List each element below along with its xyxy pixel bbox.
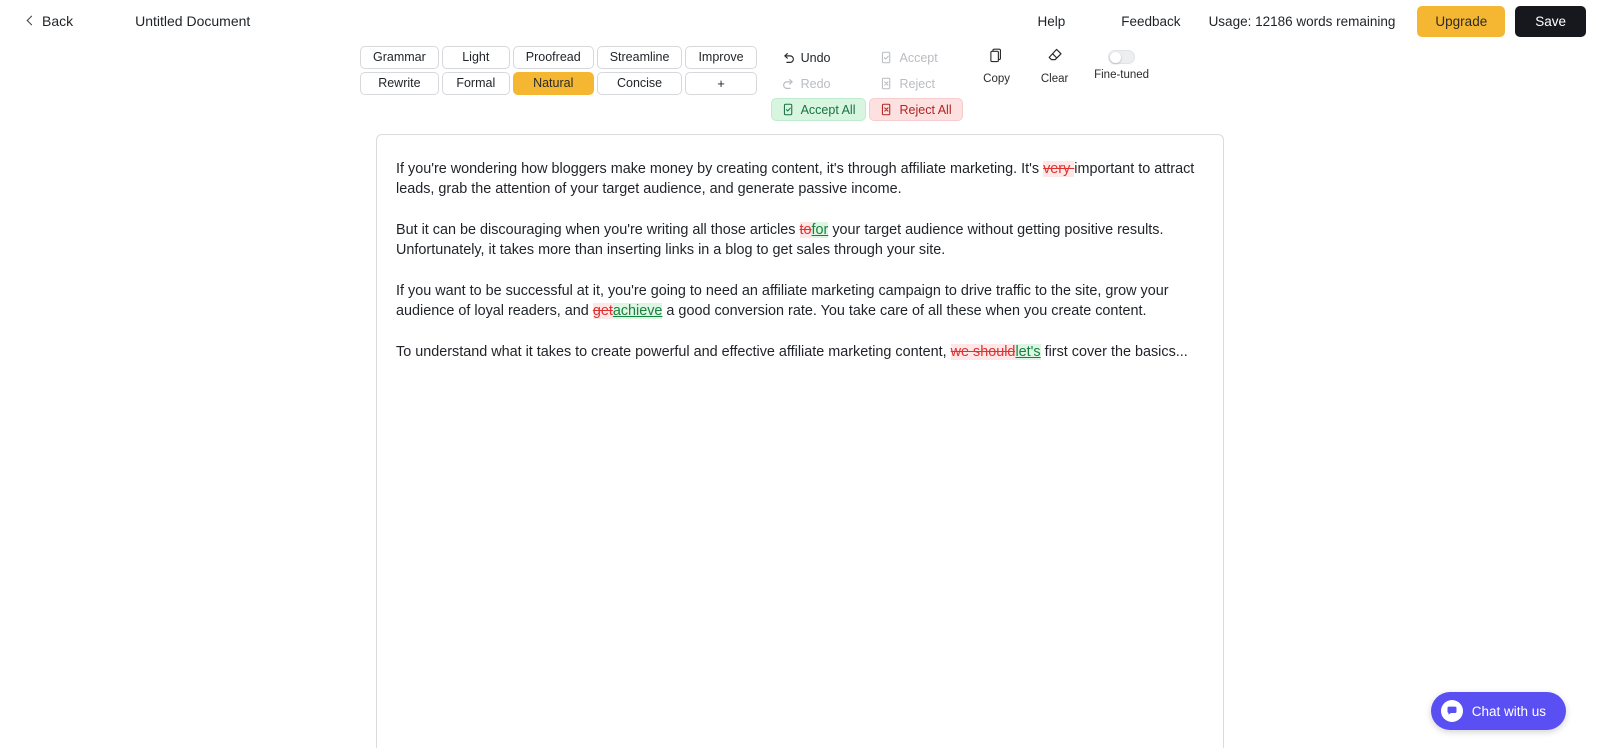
text-run: a good conversion rate. You take care of all these when you create content.: [662, 303, 1147, 319]
chat-with-us-button[interactable]: [1431, 692, 1566, 730]
mode-rewrite[interactable]: Rewrite: [360, 72, 439, 95]
toggle-knob: [1110, 52, 1121, 63]
clear-label: Clear: [1040, 73, 1069, 85]
mode-natural[interactable]: Natural: [513, 72, 594, 95]
mode-formal[interactable]: Formal: [442, 72, 510, 95]
document-paragraph: [396, 342, 1203, 362]
mode-add-button[interactable]: +: [685, 72, 756, 95]
reject-all-button[interactable]: [869, 98, 962, 121]
save-button[interactable]: Save: [1515, 6, 1586, 37]
inserted-text[interactable]: for: [811, 222, 829, 238]
reject-all-label: Reject All: [899, 102, 952, 117]
text-run: But it can be discouraging when you're writing all those articles: [396, 222, 800, 238]
reject-all-icon: [880, 103, 893, 116]
text-run: first cover the basics...: [1040, 344, 1188, 360]
copy-button[interactable]: [973, 46, 1021, 85]
text-run: If you want to be successful at it, you're going to need an affiliate marketing campaign to drive traffic to the site, grow your audience of loyal readers, and: [396, 283, 1169, 319]
chevron-left-icon: [27, 16, 37, 26]
accept-all-label: Accept All: [800, 102, 856, 117]
mode-light[interactable]: Light: [442, 46, 510, 69]
accept-all-icon: [782, 103, 795, 116]
deleted-text[interactable]: to: [799, 222, 812, 238]
reject-label: Reject: [899, 76, 935, 91]
text-run: your target audience without getting positive results. Unfortunately, it takes more than inserting links in a blog to get sales through your site.: [396, 222, 1164, 258]
mode-concise[interactable]: Concise: [597, 72, 683, 95]
text-run: If you're wondering how bloggers make money by creating content, it's through affiliate marketing. It's: [396, 161, 1044, 177]
chat-bubble-icon: [1441, 700, 1463, 722]
document-paragraph: [396, 281, 1203, 321]
fine-tuned-toggle[interactable]: [1108, 50, 1135, 64]
back-label: Back: [42, 13, 74, 29]
fine-tuned-toggle-group: [1087, 46, 1157, 81]
back-button[interactable]: [28, 13, 73, 29]
undo-icon: [782, 51, 795, 64]
chat-label: Chat with us: [1471, 703, 1546, 719]
mode-proofread[interactable]: Proofread: [513, 46, 594, 69]
mode-streamline[interactable]: Streamline: [597, 46, 683, 69]
undo-label: Undo: [800, 50, 831, 65]
reject-icon: [880, 77, 893, 90]
usage-status: Usage: 12186 words remaining: [1208, 13, 1396, 29]
deleted-text[interactable]: very: [1043, 161, 1075, 177]
deleted-text[interactable]: get: [592, 303, 613, 319]
reject-button[interactable]: [869, 72, 962, 95]
fine-tuned-label: Fine-tuned: [1094, 69, 1150, 81]
accept-all-button[interactable]: [771, 98, 867, 121]
mode-grammar[interactable]: Grammar: [360, 46, 439, 69]
mode-improve[interactable]: Improve: [685, 46, 756, 69]
undo-redo-group: [771, 46, 963, 121]
redo-button[interactable]: [771, 72, 867, 95]
editing-toolbar: [0, 42, 1600, 121]
eraser-icon: [1047, 47, 1063, 69]
deleted-text[interactable]: we should: [950, 344, 1016, 360]
copy-icon: [989, 47, 1004, 69]
redo-label: Redo: [800, 76, 831, 91]
mode-pill-group: [360, 46, 757, 95]
help-link[interactable]: Help: [1037, 13, 1066, 29]
text-run: important to attract leads, grab the attention of your target audience, and generate passive income.: [396, 161, 1195, 197]
document-title[interactable]: Untitled Document: [135, 13, 251, 29]
accept-button[interactable]: [869, 46, 962, 69]
accept-icon: [880, 51, 893, 64]
clear-button[interactable]: [1031, 46, 1079, 85]
document-body[interactable]: [396, 159, 1203, 362]
redo-icon: [782, 77, 795, 90]
inserted-text[interactable]: let's: [1015, 344, 1041, 360]
top-bar: [0, 0, 1600, 42]
document-paragraph: [396, 159, 1203, 199]
feedback-link[interactable]: Feedback: [1121, 13, 1181, 29]
accept-label: Accept: [899, 50, 938, 65]
upgrade-button[interactable]: Upgrade: [1417, 6, 1505, 37]
text-run: To understand what it takes to create powerful and effective affiliate marketing content,: [396, 344, 951, 360]
copy-label: Copy: [983, 73, 1011, 85]
top-bar-right: [1010, 6, 1587, 37]
undo-button[interactable]: [771, 46, 867, 69]
document-paragraph: [396, 220, 1203, 260]
document-editor[interactable]: [376, 134, 1224, 748]
inserted-text[interactable]: achieve: [612, 303, 663, 319]
